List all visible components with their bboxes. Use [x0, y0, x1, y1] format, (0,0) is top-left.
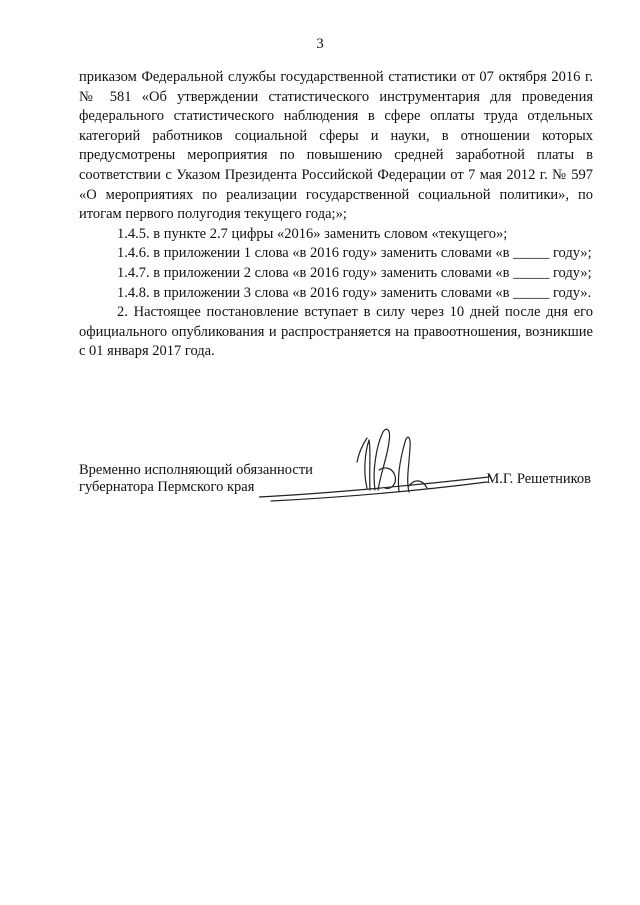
- paragraph-order-reference: приказом Федеральной службы государственной статистики от 07 октября 2016 г. № 581 «Об утверждении статистического инструментария для проведения федерального статистического наблюдения в сфере оплаты труда отдельных категорий работников социальной сферы и науки, в отношении которых предусмотрены мероприятия по повышению средней заработной платы в соответствии с Указом Президента Российской Федерации от 7 мая 2012 г. № 597 «О мероприятиях по реализации государственной социальной политики», по итогам первого полугодия текущего года;»;: [79, 69, 593, 223]
- signatory-name: М.Г. Решетников: [486, 471, 591, 487]
- handwritten-signature: [259, 422, 499, 517]
- paragraph-item-1-4-7: 1.4.7. в приложении 2 слова «в 2016 году» заменить словами «в _____ году»;: [117, 264, 592, 281]
- paragraph-effective-date: 2. Настоящее постановление вступает в силу через 10 дней после дня его официального опубликования и распространяется на правоотношения, возникшие с 01 января 2017 года.: [79, 304, 593, 360]
- page-number: 3: [316, 36, 324, 52]
- paragraph-item-1-4-6: 1.4.6. в приложении 1 слова «в 2016 году» заменить словами «в _____ году»;: [117, 245, 592, 262]
- signatory-title-line1: Временно исполняющий обязанности: [79, 462, 313, 478]
- signature-block: [79, 462, 593, 532]
- paragraph-item-1-4-5: 1.4.5. в пункте 2.7 цифры «2016» заменить словом «текущего»;: [117, 225, 508, 242]
- document-body: [79, 68, 593, 362]
- signatory-title-line2: губернатора Пермского края: [79, 479, 255, 495]
- paragraph-item-1-4-8: 1.4.8. в приложении 3 слова «в 2016 году» заменить словами «в _____ году».: [117, 284, 592, 301]
